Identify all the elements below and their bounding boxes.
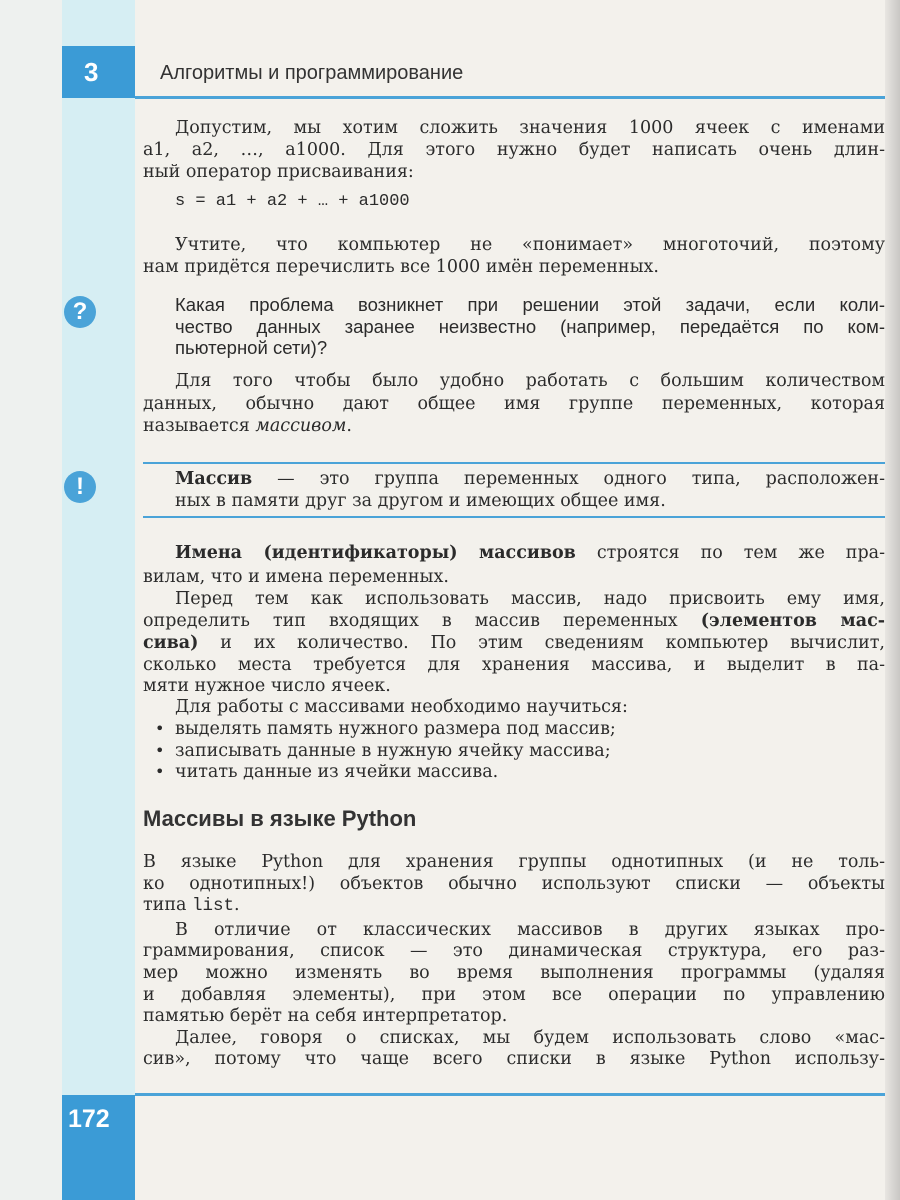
text-line: сив», потому что чаще всего списки в языке Python использу-	[143, 1049, 885, 1069]
definition-term: Массив	[175, 469, 253, 489]
code-line: s = a1 + a2 + … + a1000	[175, 192, 410, 211]
text-line	[143, 894, 885, 917]
question-icon: ?	[64, 296, 96, 328]
text-line: мер можно изменять во время выполнения программы (удаляя	[143, 963, 885, 983]
text-line: и добавляя элементы), при этом все операции по управлению	[143, 985, 885, 1005]
definition-bottom-rule	[143, 516, 885, 518]
text-line: памятью берёт на себя интерпретатор.	[143, 1006, 508, 1026]
text-line: ный оператор присваивания:	[143, 162, 414, 182]
chapter-title: Алгоритмы и программирование	[160, 62, 464, 84]
margin-strip	[62, 0, 135, 1200]
list-item: выделять память нужного размера под массив;	[175, 719, 616, 739]
bullet-icon: •	[155, 762, 165, 781]
text-line: данных, обычно дают общее имя группе переменных, которая	[143, 394, 885, 414]
text: определить тип входящих в массив переменных	[143, 611, 701, 631]
text-line: сколько места требуется для хранения массива, и выделит в па-	[143, 655, 885, 675]
section-heading: Массивы в языке Python	[143, 806, 417, 831]
header-rule	[135, 96, 885, 99]
list-item: читать данные из ячейки массива.	[175, 762, 499, 782]
text-line: нам придётся перечислить все 1000 имён переменных.	[143, 257, 659, 277]
definition-top-rule	[143, 462, 885, 464]
text: и их количество. По этим сведениям компьютер вычислит,	[198, 633, 885, 653]
text-line	[143, 632, 885, 654]
list-item: записывать данные в нужную ячейку массива;	[175, 741, 611, 761]
text-line: В языке Python для хранения группы однотипных (и не толь-	[143, 852, 885, 872]
question-line: чество данных заранее неизвестно (например, передаётся по ком-	[175, 316, 885, 337]
text-line: Перед тем как использовать массив, надо присвоить ему имя,	[175, 589, 885, 609]
text-line	[175, 542, 885, 564]
page-number: 172	[68, 1105, 110, 1133]
bold-term: сива)	[143, 633, 199, 653]
chapter-number-badge: 3	[62, 46, 135, 98]
footer-rule	[135, 1093, 885, 1096]
text-line: Учтите, что компьютер не «понимает» многоточий, поэтому	[175, 235, 885, 255]
text-line: вилам, что и имена переменных.	[143, 567, 449, 587]
text: называется	[143, 416, 250, 436]
bold-term: (элементов мас-	[700, 611, 885, 631]
text-line: Для работы с массивами необходимо научиться:	[175, 697, 628, 717]
text: — это группа переменных одного типа, расположен-	[252, 469, 885, 489]
exclamation-icon: !	[64, 471, 96, 503]
text: строятся по тем же пра-	[575, 543, 885, 563]
text-line: Далее, говоря о списках, мы будем использовать слово «мас-	[175, 1028, 885, 1048]
bullet-icon: •	[155, 719, 165, 738]
text-line: a1, a2, …, a1000. Для этого нужно будет написать очень длин-	[143, 140, 885, 160]
text-line: ко однотипных!) объектов обычно используют списки — объекты	[143, 874, 885, 894]
text-line	[143, 610, 885, 632]
text-line: В отличие от классических массивов в других языках про-	[175, 920, 885, 940]
text-line: Для того чтобы было удобно работать с большим количеством	[175, 371, 885, 391]
text-line: граммирования, список — это динамическая структура, его раз-	[143, 941, 885, 961]
question-line: Какая проблема возникнет при решении этой задачи, если коли-	[175, 294, 885, 315]
definition-line	[175, 468, 885, 490]
page-number-badge	[62, 1095, 135, 1200]
page-margin	[0, 0, 62, 1200]
bullet-icon: •	[155, 741, 165, 760]
text: .	[234, 895, 240, 915]
bold-term: Имена (идентификаторы) массивов	[175, 543, 576, 563]
question-line: пьютерной сети)?	[175, 337, 328, 358]
text-line: мяти нужное число ячеек.	[143, 676, 391, 696]
text-line: Допустим, мы хотим сложить значения 1000 ячеек с именами	[175, 118, 885, 138]
text-line: называется массивом.	[143, 416, 352, 436]
term-italic: массивом	[255, 416, 347, 436]
text: типа	[143, 895, 193, 915]
code-word: list	[192, 896, 235, 916]
page-edge	[885, 0, 900, 1200]
definition-line: ных в памяти друг за другом и имеющих общее имя.	[175, 491, 666, 511]
